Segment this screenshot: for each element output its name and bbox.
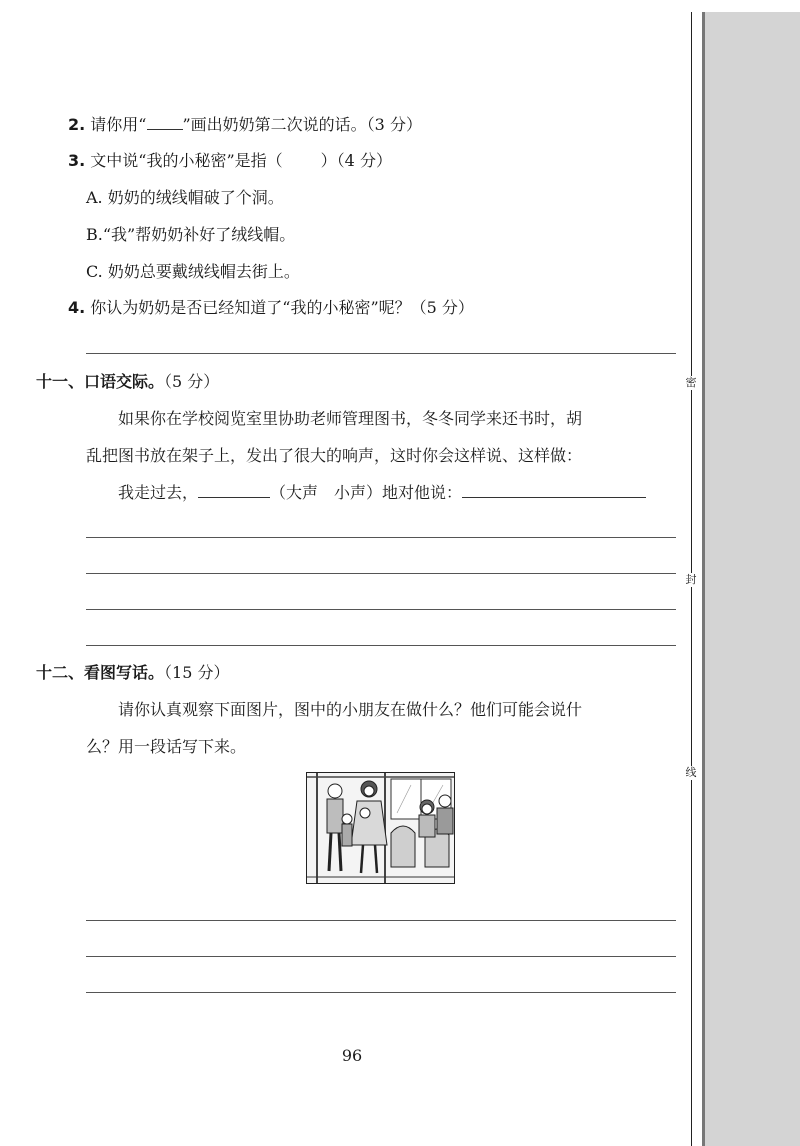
seal-mark-feng: 封 (685, 573, 697, 586)
answer-line[interactable] (86, 956, 676, 957)
section-11-paragraph-line-2: 乱把图书放在架子上，发出了很大的响声，这时你会这样说、这样做： (86, 446, 583, 465)
answer-line[interactable] (86, 645, 676, 646)
question-2-number: 2. (68, 115, 86, 134)
speech-blank[interactable] (462, 483, 646, 498)
section-11-fill-sentence (118, 483, 646, 503)
section-12-paragraph-line-1: 请你认真观察下面图片，图中的小朋友在做什么？他们可能会说什 (118, 700, 583, 719)
answer-line[interactable] (86, 537, 676, 538)
page-number: 96 (341, 1046, 363, 1065)
question-4-text: 你认为奶奶是否已经知道了“我的小秘密”呢？（5 分） (85, 298, 474, 317)
fill-middle: （大声 小声）地对他说： (270, 483, 463, 502)
answer-line[interactable] (86, 353, 676, 354)
question-2-underline-sample (147, 115, 183, 130)
question-3-option-a: A. 奶奶的绒线帽破了个洞。 (86, 188, 284, 207)
volume-blank[interactable] (198, 483, 270, 498)
question-3 (68, 151, 392, 171)
question-3-text-before: 文中说“我的小秘密”是指（ (85, 151, 283, 170)
answer-line[interactable] (86, 573, 676, 574)
bus-scene-drawing (307, 773, 454, 883)
question-2-text-after: ”画出奶奶第二次说的话。（3 分） (182, 115, 422, 134)
question-4-number: 4. (68, 298, 86, 317)
section-11-title: 十一、口语交际。 (36, 372, 165, 391)
binding-margin-strip (704, 12, 800, 1146)
section-12-score: （15 分） (164, 663, 230, 682)
seal-mark-xian: 线 (685, 766, 697, 779)
question-3-option-b: B.“我”帮奶奶补好了绒线帽。 (86, 225, 296, 244)
section-12-heading (36, 663, 229, 683)
question-4 (68, 298, 474, 318)
section-11-score: （5 分） (164, 372, 220, 391)
fill-prefix: 我走过去， (118, 483, 199, 502)
illustration-bus-scene (306, 772, 455, 884)
section-12-paragraph-line-2: 么？用一段话写下来。 (86, 737, 247, 756)
question-3-number: 3. (68, 151, 86, 170)
section-11-heading (36, 372, 219, 392)
question-3-text-after: ）（4 分） (320, 151, 392, 170)
binding-edge (702, 12, 705, 1146)
section-11-paragraph-line-1: 如果你在学校阅览室里协助老师管理图书，冬冬同学来还书时，胡 (118, 409, 583, 428)
answer-line[interactable] (86, 920, 676, 921)
question-3-option-c: C. 奶奶总要戴绒线帽去街上。 (86, 262, 300, 281)
seal-mark-mi: 密 (685, 376, 697, 389)
question-2 (68, 115, 422, 135)
answer-line[interactable] (86, 609, 676, 610)
answer-line[interactable] (86, 992, 676, 993)
section-12-title: 十二、看图写话。 (36, 663, 165, 682)
question-2-text-before: 请你用“ (85, 115, 147, 134)
